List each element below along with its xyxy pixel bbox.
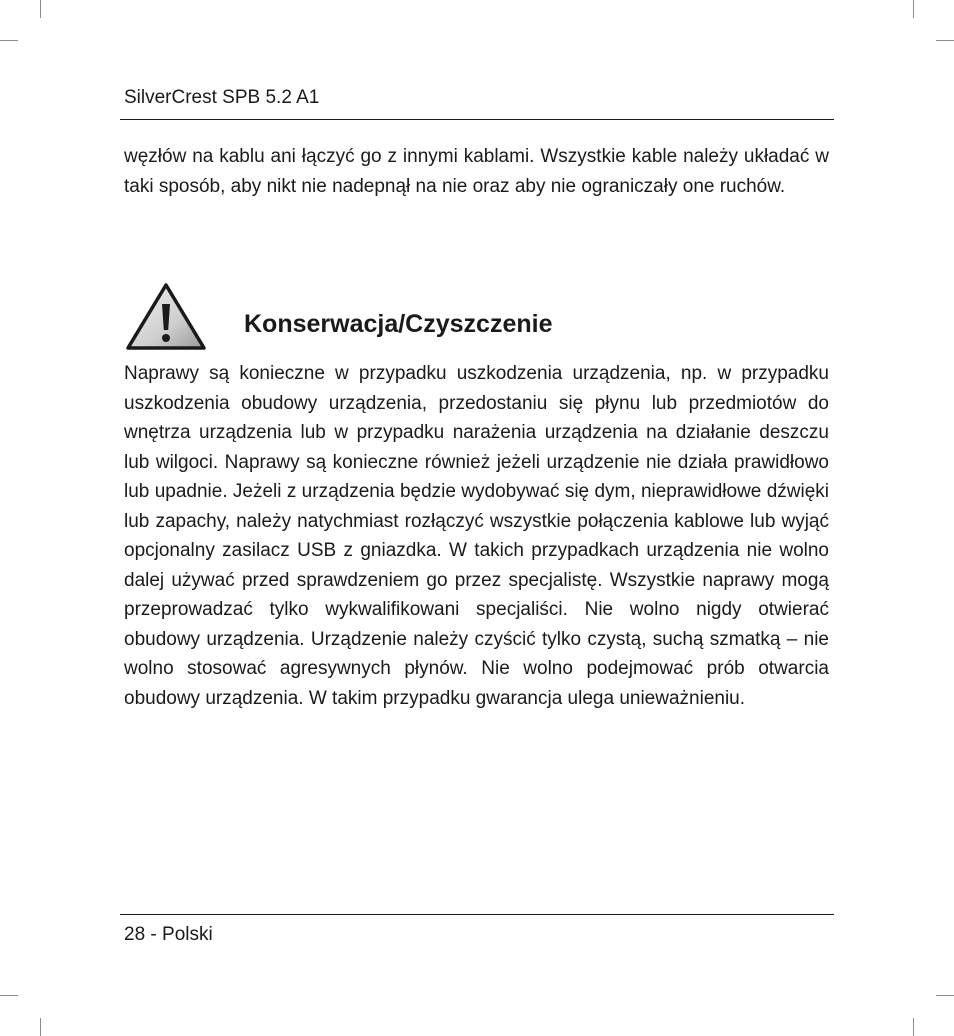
crop-mark-right-bottom (936, 995, 954, 996)
warning-triangle-icon (125, 282, 207, 352)
crop-mark-right-top (936, 40, 954, 41)
header-rule (120, 119, 834, 120)
running-header-title: SilverCrest SPB 5.2 A1 (124, 87, 320, 108)
crop-mark-top-left (40, 0, 41, 18)
crop-mark-bottom-left (40, 1018, 41, 1036)
crop-mark-left-bottom (0, 995, 18, 996)
footer-rule (120, 914, 834, 915)
section-body-paragraph: Naprawy są konieczne w przypadku uszkodzenia urządzenia, np. w przypadku uszkodzenia obudowy urządzenia, przedostaniu się płynu lub przedmiotów do wnętrza urządzenia lub w przypadku narażenia urządzenia na działanie deszczu lub wilgoci. Naprawy są konieczne również jeżeli urządzenie nie działa prawidłowo lub upadnie. Jeżeli z urządzenia będzie wydobywać się dym, nieprawidłowe dźwięki lub zapachy, należy natychmiast rozłączyć wszystkie połączenia kablowe lub wyjąć opcjonalny zasilacz USB z gniazdka. W takich przypadkach urządzenia nie wolno dalej używać przed sprawdzeniem go przez specjalistę. Wszystkie naprawy mogą przeprowadzać tylko wykwalifikowani specjaliści. Nie wolno nigdy otwierać obudowy urządzenia. Urządzenie należy czyścić tylko czystą, suchą szmatką – nie wolno stosować agresywnych płynów. Nie wolno podejmować prób otwarcia obudowy urządzenia. W takim przypadku gwarancja ulega unieważnieniu. (124, 363, 829, 709)
crop-mark-left-top (0, 40, 18, 41)
page-number-label: 28 - Polski (124, 924, 213, 945)
crop-mark-bottom-right (913, 1018, 914, 1036)
section-heading: Konserwacja/Czyszczenie (244, 310, 553, 338)
intro-paragraph: węzłów na kablu ani łączyć go z innymi kablami. Wszystkie kable należy układać w taki sposób, aby nikt nie nadepnął na nie oraz aby nie ograniczały one ruchów. (124, 146, 829, 197)
crop-mark-top-right (913, 0, 914, 18)
